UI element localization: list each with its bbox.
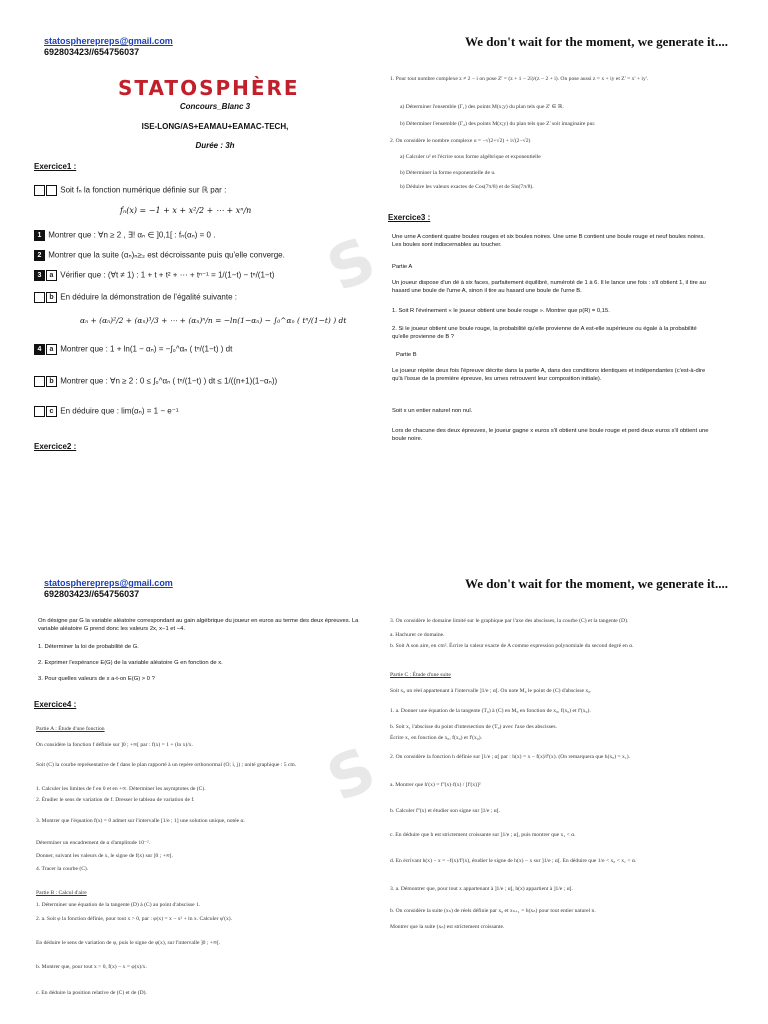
pa-line-8: 4. Tracer la courbe (C). bbox=[36, 866, 89, 872]
pa-line-3: 1. Calculer les limites de f en 0 et en +∞. Déterminer les asymptotes de (C). bbox=[36, 786, 206, 792]
ex3-partie-a: Partie A bbox=[392, 264, 413, 270]
r-line-3: b. Soit A son aire, en cm². Écrire la valeur exacte de A comme expression polynomiale du second degré en α. bbox=[390, 643, 634, 649]
ex1-q4c: c En déduire que : lim(αₙ) = 1 − e⁻¹ bbox=[34, 406, 179, 417]
r-line-7: Écrire x₁ en fonction de x₀, f(x₀) et f'(x₀). bbox=[390, 735, 483, 741]
complex-q1: 1. Pour tout nombre complexe z ≠ 2 − i on pose Z' = (z + 1 − 2i)/(z − 2 + i). On pose aussi z = x + iy et Z' = x' + iy'. bbox=[390, 76, 649, 82]
pa-line-5: 3. Montrer que l'équation f(x) = 0 admet sur l'intervalle [1/e ; 1] une solution unique, notée α. bbox=[36, 818, 245, 824]
exercice3-title: Exercice3 : bbox=[388, 213, 431, 222]
pa-line-7: Donner, suivant les valeurs de x, le signe de f(x) sur ]0 ; +∞[. bbox=[36, 853, 174, 859]
r-line-14: b. On considère la suite (xₙ) de réels définie par x₀ et xₙ₊₁ = h(xₙ) pour tout entier naturel n. bbox=[390, 908, 596, 914]
watermark: S bbox=[317, 224, 386, 306]
r-line-1: 3. On considère le domaine limité sur le graphique par l'axe des abscisses, la courbe (C) et la tangente (D). bbox=[390, 618, 629, 624]
r-line-11: c. En déduire que h est strictement croissante sur ]1/e ; α[, puis montrer que x₁ < α. bbox=[390, 832, 576, 838]
ex1-q3b-formula: αₙ + (αₙ)²/2 + (αₙ)³/3 + ⋯ + (αₙ)ⁿ/n = −ln(1−αₙ) − ∫₀^αₙ ( tⁿ/(1−t) ) dt bbox=[80, 316, 347, 325]
ex3-x: Soit x un entier naturel non nul. bbox=[392, 408, 473, 414]
complex-qb: b) Déterminer l'ensemble (Γ₂) des points M(x;y) du plan tels que Z' soit imaginaire pur. bbox=[400, 121, 596, 127]
ex1-q1: 1 Montrer que : ∀n ≥ 2 , ∃! αₙ ∈ ]0,1[ : fₙ(αₙ) = 0 . bbox=[34, 230, 215, 241]
g-intro: On désigne par G la variable aléatoire correspondant au gain algébrique du joueur en euros au terme des deux épreuves. La variable aléatoire G prend donc les valeurs 2x, x−1 et −4. bbox=[38, 618, 359, 632]
ex1-q2: 2 Montrer que la suite (αₙ)ₙ≥₂ est décroissante puis qu'elle converge. bbox=[34, 250, 285, 261]
r-line-9: a. Montrer que h'(x) = f''(x)·f(x) / [f'(x)]² bbox=[390, 782, 481, 788]
schools-line: ISE-LONG/AS+EAMAU+EAMAC-TECH, bbox=[141, 122, 289, 131]
r-line-12: d. En écrivant h(x) − x = −f(x)/f'(x), étudier le signe de h(x) − x sur ]1/e ; α[. En déduire que 1/e < x₀ < x₁ < α. bbox=[390, 858, 637, 864]
concours-title: Concours_Blanc 3 bbox=[179, 102, 251, 111]
r-line-2: a. Hachurer ce domaine. bbox=[390, 632, 445, 638]
r-line-6: b. Soit x₁ l'abscisse du point d'intersection de (T₀) avec l'axe des abscisses. bbox=[390, 724, 557, 730]
partie-c-title: Partie C : Étude d'une suite bbox=[390, 672, 451, 678]
ex3-gain: Lors de chacune des deux épreuves, le joueur gagne x euros s'il obtient une boule rouge et perd deux euros s'il obtient une boule noire. bbox=[392, 428, 709, 442]
complex-q2b: b) Déterminer la forme exponentielle de u. bbox=[400, 170, 496, 176]
page-gap bbox=[0, 512, 768, 550]
email-link[interactable]: statospherepreps@gmail.com bbox=[44, 36, 173, 46]
partie-a-title: Partie A : Étude d'une fonction bbox=[36, 726, 105, 732]
statosphere-logo: STATOSPHÈRE bbox=[118, 76, 300, 100]
r-line-4: Soit x₀ un réel appartenant à l'intervalle ]1/e ; α[. On note M₀ le point de (C) d'abscisse x₀. bbox=[390, 688, 592, 694]
pa-line-4: 2. Étudier le sens de variation de f. Dresser le tableau de variation de f. bbox=[36, 797, 195, 803]
exercice1-title: Exercice1 : bbox=[34, 162, 77, 171]
ex1-intro: Soit fₙ la fonction numérique définie sur ℝ par : bbox=[34, 185, 226, 196]
pb-line-5: c. En déduire la position relative de (C) et de (D). bbox=[36, 990, 147, 996]
ex1-q3a: 3 a Vérifier que : (∀t ≠ 1) : 1 + t + t² + ⋯ + tⁿ⁻¹ = 1/(1−t) − tⁿ/(1−t) bbox=[34, 270, 274, 281]
watermark: S bbox=[317, 734, 386, 816]
slogan: We don't wait for the moment, we generate it.... bbox=[465, 576, 728, 591]
ex3-pb-text: Le joueur répète deux fois l'épreuve décrite dans la partie A, dans des conditions identiques et indépendantes (c'est-à-dire qu'à l'issue de la première épreuve, les urnes retrouvent leur composition initiale). bbox=[392, 368, 706, 382]
r-line-5: 1. a. Donner une équation de la tangente (T₀) à (C) en M₀ en fonction de x₀, f(x₀) et f'(x₀). bbox=[390, 708, 591, 714]
ex3-partie-b: Partie B bbox=[396, 352, 417, 358]
pb-line-3: En déduire le sens de variation de φ, puis le signe de φ(x), sur l'intervalle ]0 ; +∞[. bbox=[36, 940, 221, 946]
pa-line-6: Déterminer un encadrement de α d'amplitude 10⁻². bbox=[36, 840, 151, 846]
email-link[interactable]: statospherepreps@gmail.com bbox=[44, 578, 173, 588]
complex-q2c: b) Déduire les valeurs exactes de Cos(7π/8) et de Sin(7π/8). bbox=[400, 184, 534, 190]
g-q2: 2. Exprimer l'espérance E(G) de la variable aléatoire G en fonction de x. bbox=[38, 660, 223, 666]
exercice2-title: Exercice2 : bbox=[34, 442, 77, 451]
complex-q2: 2. On considère le nombre complexe u = −√(2+√2) + i√(2−√2) bbox=[390, 138, 531, 144]
exercice4-title: Exercice4 : bbox=[34, 700, 77, 709]
fn-definition: fₙ(x) = −1 + x + x²/2 + ⋯ + xⁿ/n bbox=[120, 206, 252, 215]
page-2 bbox=[0, 550, 768, 1024]
slogan: We don't wait for the moment, we generate it.... bbox=[465, 34, 728, 49]
pb-line-4: b. Montrer que, pour tout x > 0, f(x) − x = φ(x)/x. bbox=[36, 964, 147, 970]
ex3-intro: Une urne A contient quatre boules rouges et six boules noires. Une urne B contient une boule rouge et neuf boules noires. Les boules sont indiscernables au toucher. bbox=[392, 234, 705, 248]
pa-line-2: Soit (C) la courbe représentative de f dans le plan rapporté à un repère orthonormal (O; i, j) ; unité graphique : 5 cm. bbox=[36, 762, 297, 768]
phone-number: 692803423//654756037 bbox=[44, 589, 140, 599]
pa-line-1: On considère la fonction f définie sur ]0 ; +∞[ par : f(x) = 1 + (ln x)/x. bbox=[36, 742, 193, 748]
ex3-q2: 2. Si le joueur obtient une boule rouge, la probabilité qu'elle provienne de A est-elle supérieure ou égale à la probabilité qu'elle provienne de B ? bbox=[392, 326, 697, 340]
complex-qa: a) Déterminer l'ensemble (Γ₁) des points M(x;y) du plan tels que Z' ∈ ℝ. bbox=[400, 104, 564, 110]
g-q3: 3. Pour quelles valeurs de x a-t-on E(G) > 0 ? bbox=[38, 676, 155, 682]
r-line-8: 2. On considère la fonction h définie sur ]1/e ; α[ par : h(x) = x − f(x)/f'(x). (On remarquera que h(x₀) = x₁). bbox=[390, 754, 631, 760]
g-q1: 1. Déterminer la loi de probabilité de G. bbox=[38, 644, 139, 650]
r-line-15: Montrer que la suite (xₙ) est strictement croissante. bbox=[390, 924, 505, 930]
complex-q2a: a) Calculer u² et l'écrire sous forme algébrique et exponentielle bbox=[400, 154, 541, 160]
ex3-pa-text: Un joueur dispose d'un dé à six faces, parfaitement équilibré, numéroté de 1 à 6. Il le lance une fois : s'il obtient 1, il tire au hasard une boule de l'urne A, sinon il tire au hasard une boule de l'urne B. bbox=[392, 280, 706, 294]
ex1-q3b: b En déduire la démonstration de l'égalité suivante : bbox=[34, 292, 237, 303]
ex1-q4b: b Montrer que : ∀n ≥ 2 : 0 ≤ ∫₀^αₙ ( tⁿ/(1−t) ) dt ≤ 1/((n+1)(1−αₙ)) bbox=[34, 376, 277, 387]
ex1-q4a: 4 a Montrer que : 1 + ln(1 − αₙ) = −∫₀^αₙ ( tⁿ/(1−t) ) dt bbox=[34, 344, 232, 355]
r-line-10: b. Calculer f''(x) et étudier son signe sur ]1/e ; α[. bbox=[390, 808, 500, 814]
partie-b-title: Partie B : Calcul d'aire bbox=[36, 890, 87, 896]
pb-line-2: 2. a. Soit φ la fonction définie, pour tout x > 0, par : φ(x) = x − x² + ln x. Calculer φ'(x). bbox=[36, 916, 233, 922]
r-line-13: 3. a. Démontrer que, pour tout x appartenant à ]1/e ; α[, h(x) appartient à ]1/e ; α[. bbox=[390, 886, 573, 892]
pb-line-1: 1. Déterminer une équation de la tangente (D) à (C) au point d'abscisse 1. bbox=[36, 902, 201, 908]
phone-number: 692803423//654756037 bbox=[44, 47, 140, 57]
duration: Durée : 3h bbox=[195, 141, 235, 150]
ex3-q1: 1. Soit R l'événement « le joueur obtient une boule rouge ». Montrer que p(R) = 0,15. bbox=[392, 308, 610, 314]
